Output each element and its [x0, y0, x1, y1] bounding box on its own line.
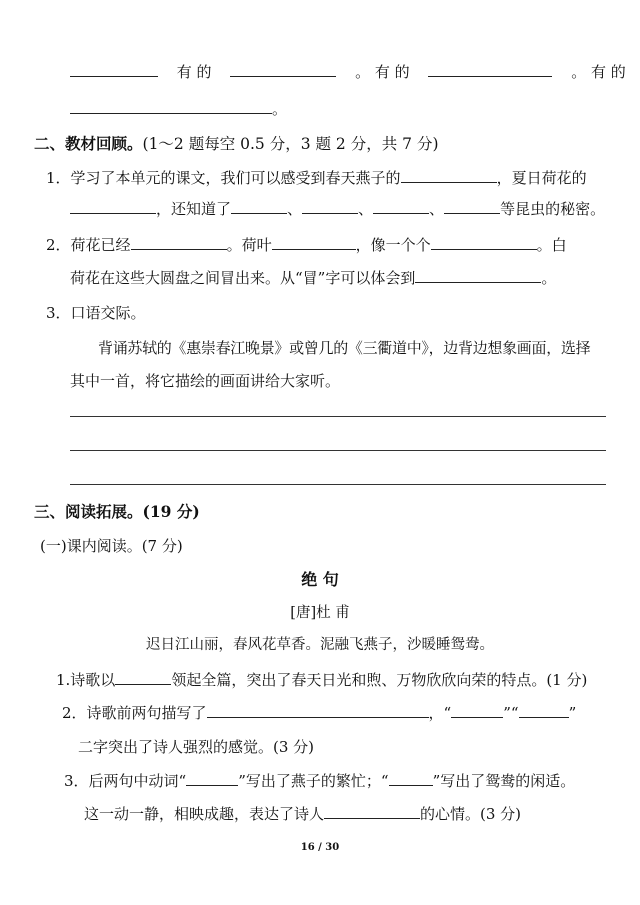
text: 、 [429, 200, 445, 218]
blank[interactable] [373, 199, 429, 214]
points: (1～2 题每空 0.5 分，3 题 2 分，共 7 分) [142, 135, 439, 153]
question-number: 2． [46, 236, 71, 254]
text: ” [568, 704, 577, 722]
text: 学习了本单元的课文，我们可以感受到春天燕子的 [70, 169, 401, 187]
text: 其中一首，将它描绘的画面讲给大家听。 [70, 372, 341, 390]
s2-q3-title [46, 303, 146, 323]
text: 口语交际。 [70, 304, 146, 322]
blank[interactable] [230, 62, 336, 77]
s2-q1-line1 [46, 168, 587, 188]
blank[interactable] [519, 703, 569, 718]
text: 背诵苏轼的《惠崇春江晚景》或曾几的《三衢道中》，边背边想象画面，选择 [98, 339, 591, 357]
blank[interactable] [115, 670, 171, 685]
text: 。 有 的 [571, 63, 626, 81]
section-2-heading [34, 134, 439, 154]
text: ”写出了鸳鸯的闲适。 [432, 772, 576, 790]
answer-line[interactable] [70, 450, 606, 451]
s2-q3-para-2 [70, 371, 340, 391]
question-number: 1． [46, 169, 71, 187]
text: ，像一个个 [355, 236, 431, 254]
s3-q2-line1 [62, 703, 576, 723]
s2-q2-line1 [46, 235, 567, 255]
text: ，夏日荷花的 [496, 169, 587, 187]
top-line-1 [70, 62, 626, 82]
blank[interactable] [131, 235, 227, 250]
text: 的心情。(3 分) [420, 805, 522, 823]
blank[interactable] [451, 703, 503, 718]
poem-text: 迟日江山丽，春风花草香。泥融飞燕子，沙暖睡鸳鸯。 [146, 637, 494, 653]
text: ”“ [503, 704, 519, 722]
text: ”写出了燕子的繁忙；“ [238, 772, 389, 790]
blank[interactable] [415, 268, 541, 283]
text: 等昆虫的秘密。 [500, 200, 606, 218]
blank[interactable] [401, 168, 497, 183]
text: 3．后两句中动词“ [64, 772, 187, 790]
page-number: 16 / 30 [300, 842, 340, 853]
text: 荷花在这些大圆盘之间冒出来。从“冒”字可以体会到 [70, 269, 416, 287]
blank[interactable] [428, 62, 552, 77]
s3-q2-line2 [78, 737, 314, 757]
text: 、 [358, 200, 374, 218]
s3-q3-line1 [64, 771, 575, 791]
text: 。 [541, 269, 557, 287]
answer-line[interactable] [70, 416, 606, 417]
text: 。 [272, 100, 288, 118]
text: ，还知道了 [156, 200, 232, 218]
heading-text: 二、教材回顾。 [34, 134, 143, 153]
top-line-2 [70, 99, 287, 119]
text: 1.诗歌以 [56, 671, 116, 689]
section-3-heading [34, 502, 200, 522]
blank[interactable] [207, 703, 429, 718]
text: ，“ [428, 704, 452, 722]
text: 领起全篇，突出了春天日光和煦、万物欣欣向荣的特点。(1 分) [171, 671, 588, 689]
text: 有 的 [176, 63, 212, 81]
blank[interactable] [70, 99, 272, 114]
blank[interactable] [186, 771, 238, 786]
heading-text: 三、阅读拓展。 [34, 502, 143, 521]
s3-q3-line2 [84, 804, 521, 824]
s2-q1-line2 [70, 199, 605, 219]
s3-q1 [56, 670, 587, 690]
blank[interactable] [444, 199, 500, 214]
text: 。白 [536, 236, 567, 254]
text: 、 [287, 200, 303, 218]
text: 这一动一静，相映成趣，表达了诗人 [84, 805, 325, 823]
text: 荷花已经 [70, 236, 131, 254]
text: 2．诗歌前两句描写了 [62, 704, 207, 722]
text: 。荷叶 [226, 236, 272, 254]
subsection-title [40, 536, 183, 556]
question-number: 3． [46, 304, 71, 322]
blank[interactable] [431, 235, 537, 250]
points: (19 分) [142, 502, 200, 521]
blank[interactable] [70, 199, 156, 214]
blank[interactable] [70, 62, 158, 77]
s2-q2-line2 [70, 268, 556, 288]
text: 二字突出了诗人强烈的感觉。(3 分) [78, 738, 315, 756]
text: (一)课内阅读。(7 分) [40, 537, 183, 555]
poem-author: [唐]杜 甫 [290, 605, 350, 621]
text: 。 有 的 [355, 63, 410, 81]
blank[interactable] [389, 771, 433, 786]
blank[interactable] [231, 199, 287, 214]
blank[interactable] [272, 235, 356, 250]
poem-title: 绝 句 [301, 570, 339, 589]
blank[interactable] [324, 804, 420, 819]
blank[interactable] [302, 199, 358, 214]
answer-line[interactable] [70, 484, 606, 485]
s2-q3-para-1 [98, 338, 590, 358]
